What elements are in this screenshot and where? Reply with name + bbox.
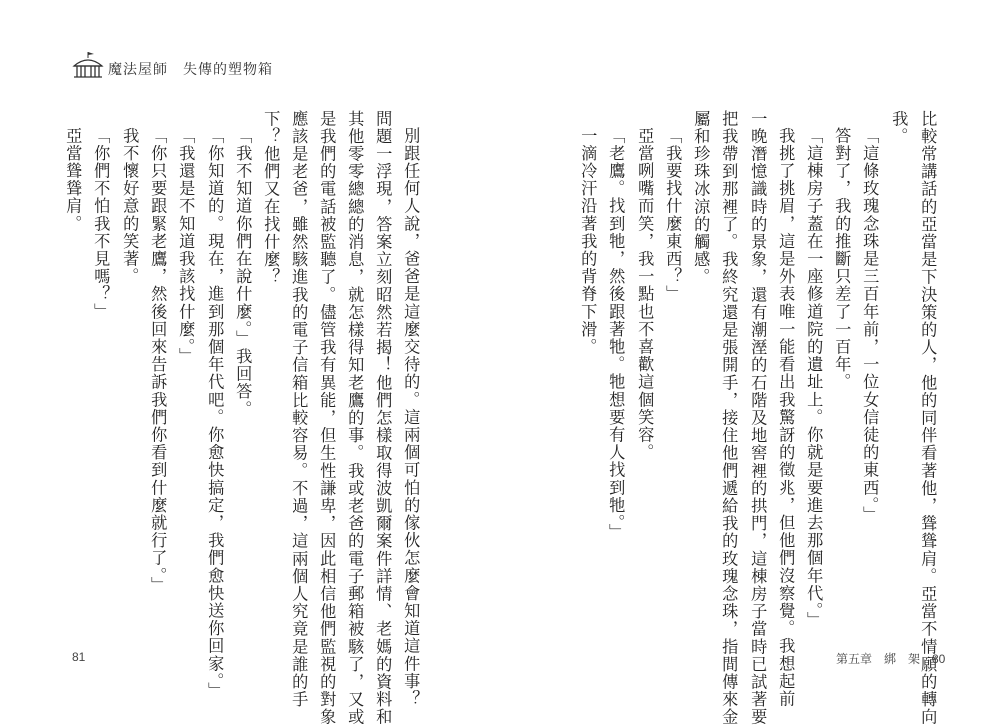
text-column: 我不懷好意的笑著。	[120, 127, 140, 286]
text-column: 問題一浮現，答案立刻昭然若揭！他們怎樣取得波凱爾案件詳情、老媽的資料和	[373, 110, 393, 726]
text-column: 「這條玫瑰念珠是三百年前，一位女信徒的東西。」	[860, 127, 880, 524]
text-column: 我挑了挑眉，這是外表唯一能看出我驚訝的徵兆，但他們沒察覺。我想起前	[776, 127, 796, 708]
text-column: 把我帶到那裡了。我終究還是張開手，接住他們遞給我的玫瑰念珠，指間傳來金	[719, 110, 739, 726]
circus-tent-icon	[70, 50, 106, 80]
text-column: 屬和珍珠冰涼的觸感。	[691, 110, 711, 286]
page-footer-right: 第五章 綁 架 80	[836, 652, 946, 666]
text-column: 「你只要跟緊老鷹，然後回來告訴我們你看到什麼就行了。」	[148, 127, 168, 595]
text-column: 亞當聳聳肩。	[63, 127, 83, 233]
text-column: 「你知道的。現在，進到那個年代吧。你愈快搞定，我們愈快送你回家。」	[205, 127, 225, 700]
text-column: 「我要找什麼東西？」	[663, 127, 683, 303]
text-column: 應該是老爸，雖然駭進我的電子信箱比較容易。不過，這兩個人究竟是誰的手	[289, 110, 309, 709]
page-number-left: 81	[72, 650, 86, 664]
text-column: 下？他們又在找什麼？	[261, 110, 281, 286]
book-title: 魔法屋師 失傳的塑物箱	[108, 62, 273, 78]
text-column: 「你們不怕我不見嗎？」	[91, 127, 111, 321]
text-column: 我。	[889, 110, 909, 146]
text-column: 是我們的電話被監聽了。儘管我有異能，但生性謙卑，因此相信他們監視的對象	[317, 110, 337, 726]
text-column: 其他零零總總的消息，就怎樣得知老鷹的事。我或老爸的電子郵箱被駭了，又或	[345, 110, 365, 726]
running-header	[70, 50, 370, 80]
text-column: 一滴冷汗沿著我的背脊下滑。	[578, 127, 598, 356]
text-column: 答對了，我的推斷只差了一百年。	[832, 127, 852, 391]
text-column: 亞當咧嘴而笑，我一點也不喜歡這個笑容。	[635, 127, 655, 462]
text-column: 別跟任何人說，爸爸是這麼交待的。這兩個可怕的傢伙怎麼會知道這件事？	[401, 127, 421, 708]
text-column: 「老鷹。找到牠，然後跟著牠。牠想要有人找到牠。」	[606, 127, 626, 542]
text-column: 「我不知道你們在說什麼。」我回答。	[233, 127, 253, 419]
text-column: 比較常講話的亞當是下決策的人，他的同伴看著他，聳聳肩。亞當不情願的轉向	[918, 110, 938, 726]
text-column: 一晚潛憶識時的景象，還有潮溼的石階及地窖裡的拱門，這棟房子當時已試著要	[748, 110, 768, 726]
text-column: 「這棟房子蓋在一座修道院的遺址上。你就是要進去那個年代。」	[804, 127, 824, 630]
text-column: 「我還是不知道我該找什麼。」	[176, 127, 196, 366]
